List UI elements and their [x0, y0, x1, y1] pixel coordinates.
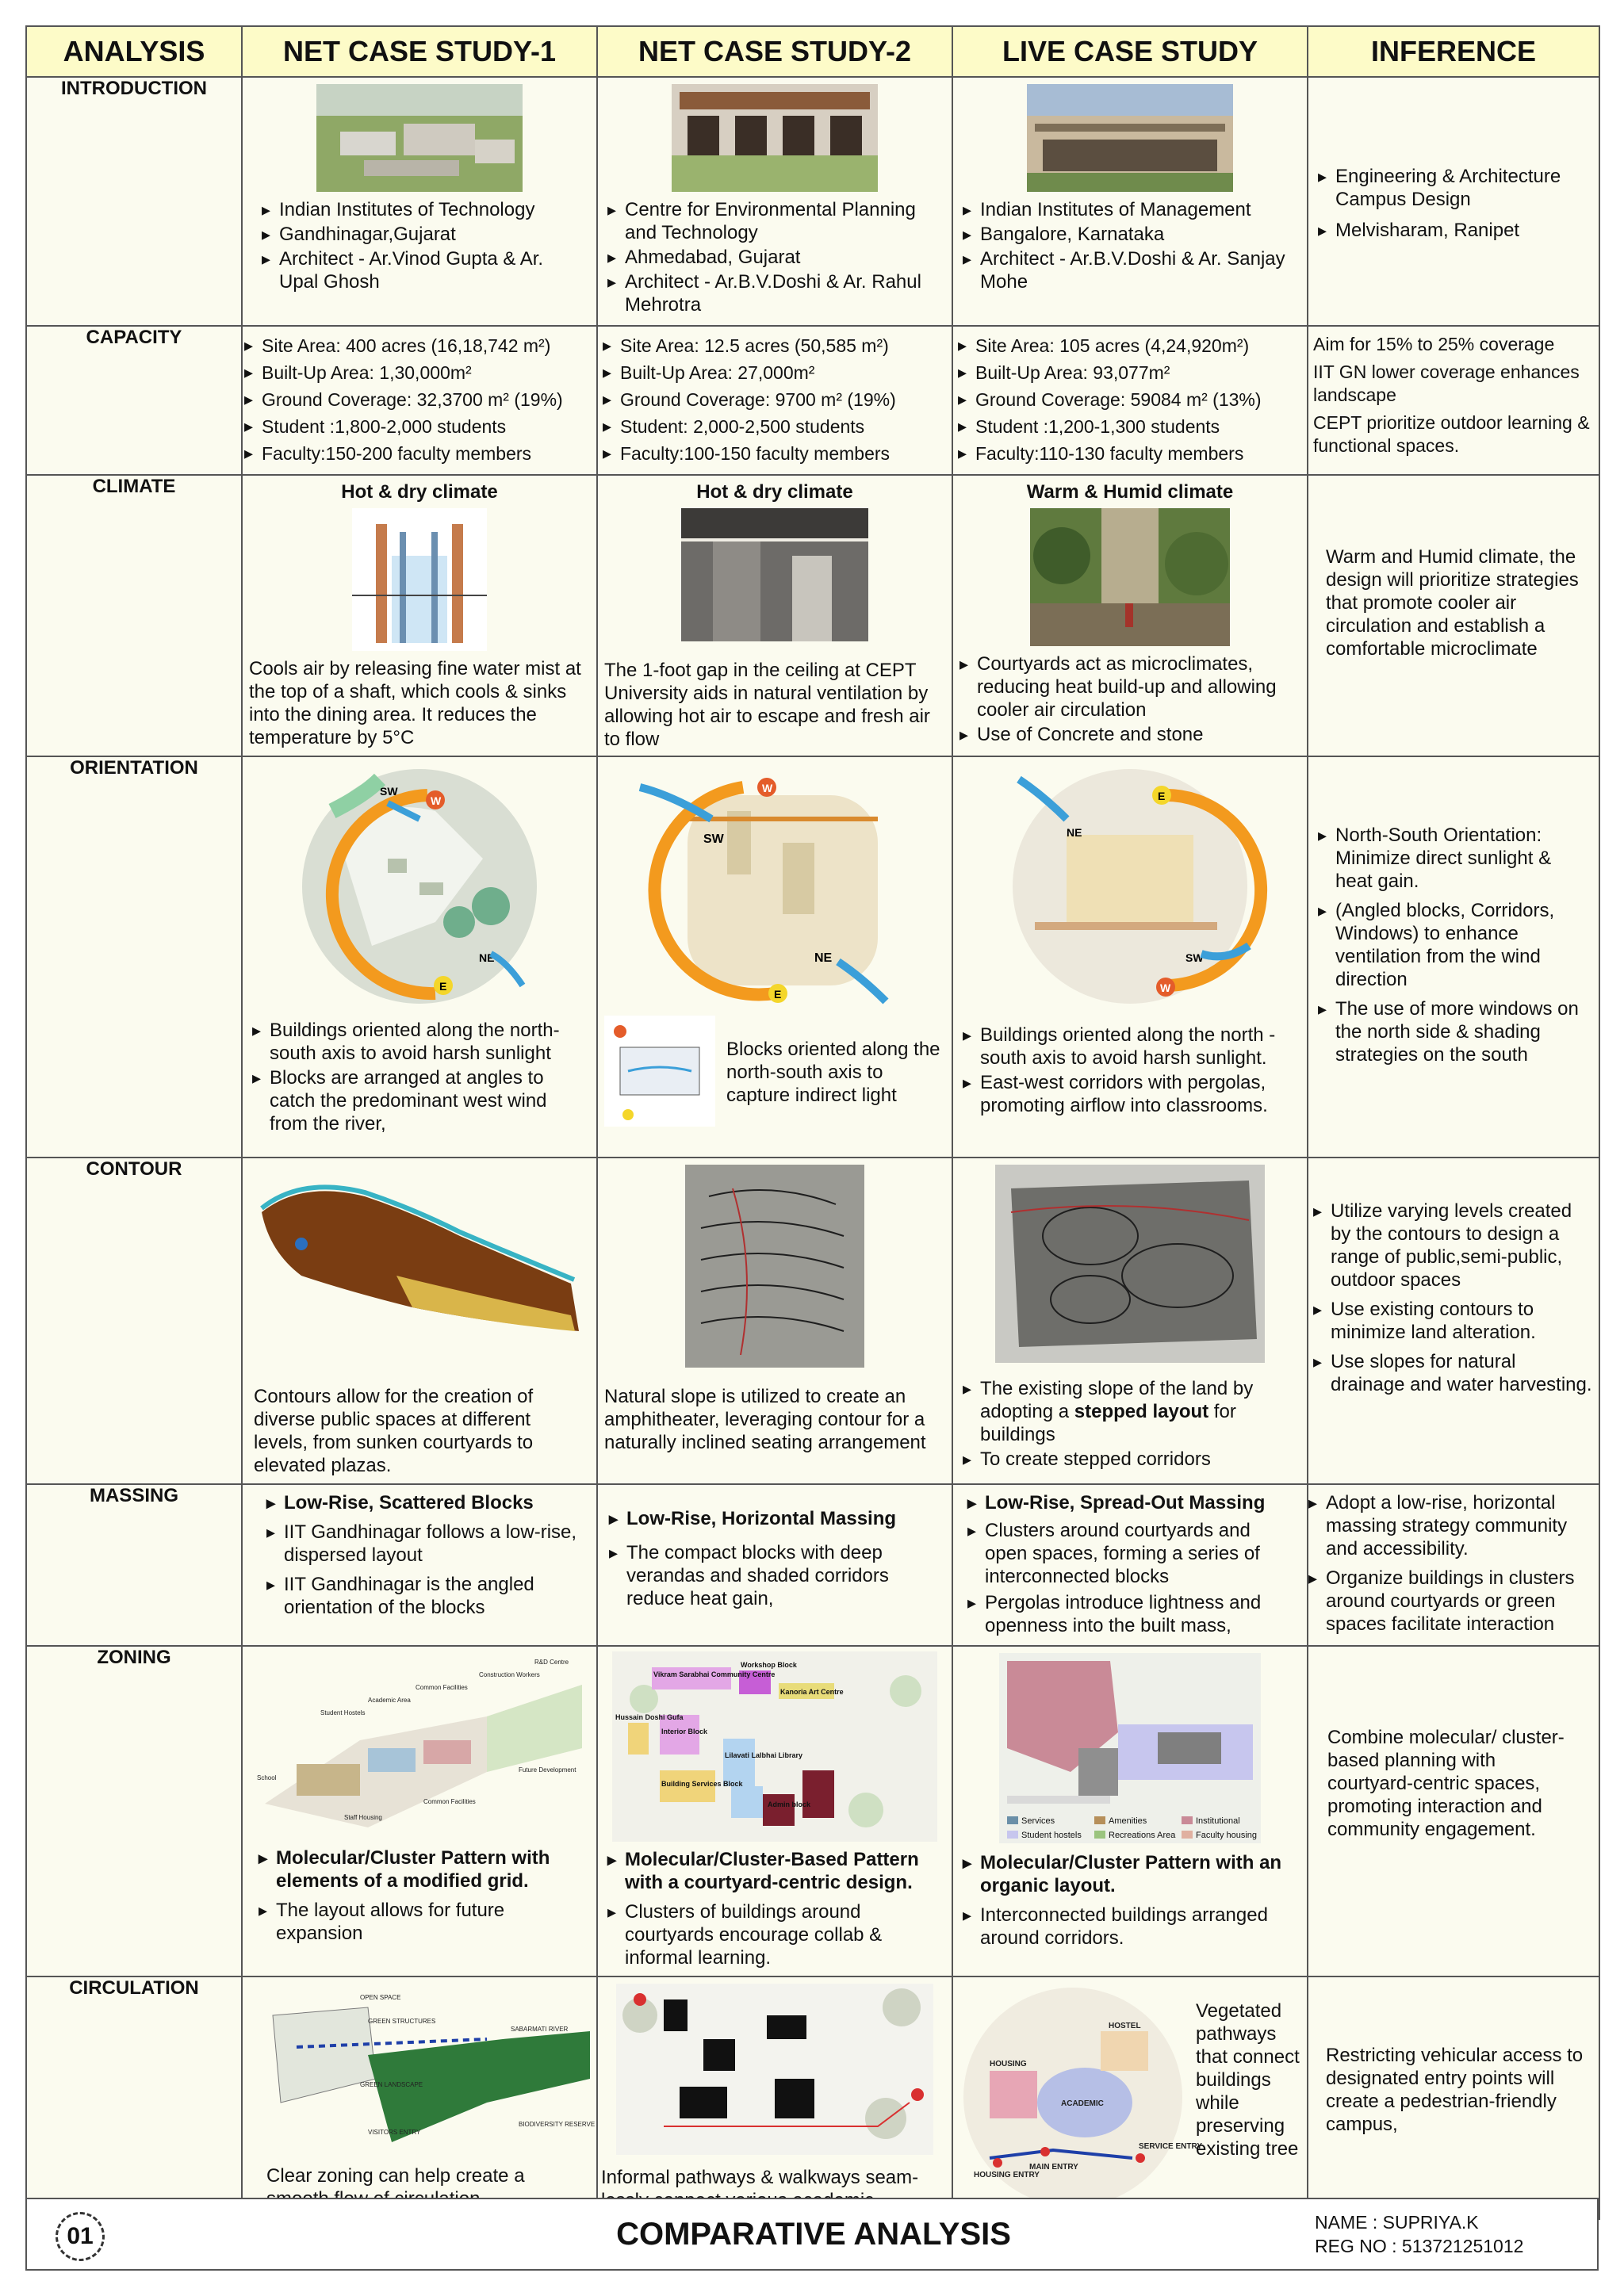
intro-3-item: ▸ Architect - Ar.B.V.Doshi & Ar. Sanjay Mohe	[963, 247, 1297, 293]
row-capacity	[26, 326, 1599, 475]
intro-1-item: ▸ Architect - Ar.Vinod Gupta & Ar. Upal Ghosh	[262, 247, 587, 293]
zoning-2-label: Admin block	[768, 1800, 811, 1808]
orientation-3-item: ▸ East-west corridors with pergolas, promoting airflow into classrooms.	[963, 1071, 1297, 1117]
header-live-case-study: LIVE CASE STUDY	[952, 26, 1308, 77]
capacity-1-item: ▸ Faculty:150-200 faculty members	[244, 441, 587, 466]
circulation-1-label: VISITORS ENTRY	[368, 2129, 421, 2136]
contour-1-text: Contours allow for the creation of diverse public spaces at different levels, from sunken courtyards to elevated plazas.	[254, 1386, 534, 1476]
orientation-inf-item: ▸ The use of more windows on the north side & shading strategies on the south	[1318, 997, 1589, 1066]
zoning-2-label: Hussain Doshi Gufa	[615, 1713, 684, 1721]
sun-w-label: W	[762, 782, 773, 794]
zoning-inference	[1308, 1646, 1599, 1976]
orientation-inference	[1308, 756, 1599, 1158]
contour-2-text: Natural slope is utilized to create an amphitheater, leveraging contour for a naturally inclined seating arrangement	[604, 1386, 926, 1453]
cept-contour-map	[685, 1165, 864, 1368]
massing-cell-3	[952, 1484, 1308, 1646]
contour-cell-3	[952, 1158, 1308, 1484]
row-zoning	[26, 1646, 1599, 1976]
zoning-3-legend: Student hostels	[1021, 1831, 1082, 1840]
massing-cell-2	[597, 1484, 952, 1646]
capacity-3-item: ▸ Faculty:110-130 faculty members	[958, 441, 1297, 466]
zoning-1-label: Common Facilities	[423, 1798, 476, 1805]
iit-campus-aerial-photo	[316, 84, 523, 192]
cept-sun-path-diagram	[624, 763, 925, 1009]
wind-ne-label: NE	[479, 951, 495, 964]
capacity-cell-1	[242, 326, 597, 475]
contour-3-text-c: for buildings	[980, 1401, 1236, 1445]
zoning-1-label: R&D Centre	[534, 1659, 569, 1666]
sun-e-label: E	[774, 988, 782, 1001]
climate-2-title: Hot & dry climate	[696, 481, 853, 503]
zoning-2-item: ▸ Clusters of buildings around courtyards encourage collab & informal learning.	[607, 1900, 942, 1969]
wind-sw-label: SW	[1185, 951, 1204, 964]
capacity-3-item: ▸ Ground Coverage: 59084 m² (13%)	[958, 387, 1297, 412]
massing-2-title: ▸ Low-Rise, Horizontal Massing	[609, 1507, 942, 1530]
capacity-2-item: ▸ Site Area: 12.5 acres (50,585 m²)	[603, 333, 942, 358]
massing-cell-1	[242, 1484, 597, 1646]
row-circulation	[26, 1976, 1599, 2219]
zoning-1-title: ▸ Molecular/Cluster Pattern with elements of a modified grid.	[259, 1846, 590, 1892]
zoning-2-label: Interior Block	[661, 1728, 708, 1735]
contour-3-text-b: stepped layout	[1074, 1401, 1209, 1422]
zoning-1-label: Staff Housing	[344, 1814, 382, 1821]
circulation-1-label: OPEN SPACE	[360, 1994, 401, 2001]
zoning-3-title: ▸ Molecular/Cluster Pattern with an organic layout.	[963, 1851, 1297, 1897]
sheet-title: COMPARATIVE ANALYSIS	[616, 2217, 1011, 2252]
circulation-inference	[1308, 1976, 1599, 2219]
circulation-cell-2	[597, 1976, 952, 2219]
cept-ceiling-gap-photo	[681, 508, 868, 641]
zoning-3-legend: Amenities	[1109, 1816, 1147, 1826]
contour-inf-item: ▸ Use existing contours to minimize land alteration.	[1313, 1298, 1594, 1344]
contour-inf-item: ▸ Use slopes for natural drainage and water harvesting.	[1313, 1350, 1594, 1396]
massing-1-title: ▸ Low-Rise, Scattered Blocks	[266, 1491, 580, 1514]
zoning-3-legend: Recreations Area	[1109, 1831, 1176, 1840]
capacity-2-item: ▸ Faculty:100-150 faculty members	[603, 441, 942, 466]
zoning-1-label: Academic Area	[368, 1697, 411, 1704]
mist-shaft-section-diagram	[352, 508, 487, 651]
row-label-climate: CLIMATE	[26, 475, 242, 756]
circulation-1-label: BIODIVERSITY RESERVE	[519, 2121, 596, 2128]
row-massing	[26, 1484, 1599, 1646]
intro-1-item: ▸ Indian Institutes of Technology	[262, 198, 587, 221]
capacity-cell-2	[597, 326, 952, 475]
intro-2-item: ▸ Centre for Environmental Planning and Technology	[607, 198, 942, 244]
iit-sun-path-diagram	[277, 763, 562, 1009]
capacity-1-item: ▸ Built-Up Area: 1,30,000m²	[244, 360, 587, 385]
intro-cell-3	[952, 77, 1308, 326]
orientation-1-item: ▸ Buildings oriented along the north-south axis to avoid harsh sunlight	[252, 1019, 587, 1065]
intro-3-item: ▸ Indian Institutes of Management	[963, 198, 1297, 221]
massing-3-item: ▸ Clusters around courtyards and open spaces, forming a series of interconnected blocks	[967, 1519, 1297, 1588]
intro-inference	[1308, 77, 1599, 326]
zoning-2-label: Kanoria Art Centre	[780, 1688, 844, 1696]
circulation-3-text: Vegetated pathways that connect buildings while preserving existing tree	[1196, 2000, 1300, 2160]
sun-w-label: W	[431, 794, 442, 807]
row-label-massing: MASSING	[26, 1484, 242, 1646]
orientation-inf-item: ▸ (Angled blocks, Corridors, Windows) to enhance ventilation from the wind direction	[1318, 899, 1589, 991]
climate-1-text: Cools air by releasing fine water mist at the top of a shaft, which cools & sinks into the dining area. It reduces the temperature by 5°C	[249, 658, 581, 748]
massing-3-title: ▸ Low-Rise, Spread-Out Massing	[967, 1491, 1297, 1514]
circulation-1-text: Clear zoning can help create a	[266, 2165, 525, 2187]
zoning-2-label: Workshop Block	[741, 1661, 797, 1669]
circulation-1-label: GREEN LANDSCAPE	[360, 2081, 423, 2088]
circulation-3-label: HOSTEL	[1109, 2022, 1141, 2030]
contour-3-text-a: The existing slope of the land by adopting a	[980, 1378, 1254, 1422]
row-label-capacity: CAPACITY	[26, 326, 242, 475]
massing-1-item: ▸ IIT Gandhinagar is the angled orientation of the blocks	[266, 1573, 580, 1619]
orientation-2-text: Blocks oriented along the north-south axis to capture indirect light	[726, 1039, 940, 1106]
analysis-table	[25, 25, 1600, 2220]
circulation-3-label: MAIN ENTRY	[1029, 2163, 1078, 2172]
iim-circulation-map	[958, 1984, 1203, 2210]
massing-3-item: ▸ Pergolas introduce lightness and openness into the built mass,	[967, 1591, 1297, 1637]
iim-building-photo	[1027, 84, 1233, 192]
zoning-2-label: Vikram Sarabhai Community Centre	[653, 1670, 776, 1678]
header-row	[26, 26, 1599, 77]
author-meta	[1315, 2210, 1523, 2258]
zoning-1-label: Common Facilities	[416, 1684, 468, 1691]
circulation-3-label: ACADEMIC	[1061, 2099, 1104, 2108]
capacity-3-item: ▸ Built-Up Area: 93,077m²	[958, 360, 1297, 385]
contour-cell-1	[242, 1158, 597, 1484]
contour-3-item	[963, 1377, 1297, 1446]
intro-cell-2	[597, 77, 952, 326]
climate-cell-1	[242, 475, 597, 756]
row-introduction	[26, 77, 1599, 326]
climate-3-item: ▸ Courtyards act as microclimates, reducing heat build-up and allowing cooler air circulation	[959, 652, 1300, 721]
orientation-cell-3	[952, 756, 1308, 1158]
iim-courtyard-photo	[1030, 508, 1230, 646]
intro-inf-item: ▸ Melvisharam, Ranipet	[1318, 219, 1589, 242]
iit-circulation-map	[249, 1984, 596, 2152]
capacity-2-item: ▸ Ground Coverage: 9700 m² (19%)	[603, 387, 942, 412]
zoning-1-label: Construction Workers	[479, 1671, 540, 1678]
circulation-3-label: HOUSING	[990, 2060, 1027, 2068]
circulation-3-label: SERVICE ENTRY	[1139, 2142, 1203, 2151]
zoning-1-label: Student Hostels	[320, 1709, 366, 1716]
massing-inf-item: ▸ Organize buildings in clusters around courtyards or green spaces facilitate interaction	[1308, 1567, 1595, 1636]
massing-inf-item: ▸ Adopt a low-rise, horizontal massing strategy community and accessibility.	[1308, 1491, 1595, 1560]
climate-inference	[1308, 475, 1599, 756]
zoning-3-legend: Institutional	[1196, 1816, 1240, 1826]
row-label-orientation: ORIENTATION	[26, 756, 242, 1158]
sun-e-label: E	[439, 980, 447, 993]
comparative-analysis-sheet	[25, 25, 1599, 2272]
contour-inference	[1308, 1158, 1599, 1484]
iit-zoning-map	[249, 1653, 590, 1839]
row-climate	[26, 475, 1599, 756]
intro-cell-1	[242, 77, 597, 326]
contour-3-item: ▸ To create stepped corridors	[963, 1448, 1297, 1471]
zoning-1-label: School	[257, 1774, 277, 1781]
sun-e-label: E	[1158, 790, 1166, 802]
zoning-1-label: Future Development	[519, 1766, 576, 1774]
massing-inference	[1308, 1484, 1599, 1646]
page-number-badge: 01	[56, 2212, 105, 2261]
climate-cell-3	[952, 475, 1308, 756]
orientation-cell-2	[597, 756, 952, 1158]
intro-3-item: ▸ Bangalore, Karnataka	[963, 223, 1297, 246]
circulation-2-text: Informal pathways & walkways seam-	[601, 2167, 919, 2188]
row-label-contour: CONTOUR	[26, 1158, 242, 1484]
climate-2-text: The 1-foot gap in the ceiling at CEPT University aids in natural ventilation by allowing hot air to escape and fresh air to flow	[604, 660, 930, 750]
wind-ne-label: NE	[1067, 826, 1082, 839]
wind-sw-label: SW	[380, 785, 398, 798]
zoning-2-title: ▸ Molecular/Cluster-Based Pattern with a courtyard-centric design.	[607, 1848, 942, 1894]
row-label-circulation: CIRCULATION	[26, 1976, 242, 2219]
climate-inf-text: Warm and Humid climate, the design will prioritize strategies that promote cooler air circulation and establish a comfortable microclimate	[1326, 546, 1579, 660]
massing-2-item: ▸ The compact blocks with deep verandas and shaded corridors reduce heat gain,	[609, 1541, 942, 1610]
intro-inf-item: ▸ Engineering & Architecture Campus Design	[1318, 165, 1589, 211]
capacity-cell-3	[952, 326, 1308, 475]
zoning-2-label: Building Services Block	[661, 1780, 743, 1788]
row-contour	[26, 1158, 1599, 1484]
capacity-inference	[1308, 326, 1599, 475]
capacity-inf-line: CEPT prioritize outdoor learning & functional spaces.	[1313, 412, 1590, 456]
row-label-zoning: ZONING	[26, 1646, 242, 1976]
contour-inf-item: ▸ Utilize varying levels created by the contours to design a range of public,semi-public, outdoor spaces	[1313, 1200, 1594, 1292]
circulation-1-label: GREEN STRUCTURES	[368, 2018, 436, 2025]
zoning-2-label: Lilavati Lalbhai Library	[725, 1751, 803, 1759]
orientation-1-item: ▸ Blocks are arranged at angles to catch the predominant west wind from the river,	[252, 1066, 587, 1135]
intro-1-item: ▸ Gandhinagar,Gujarat	[262, 223, 587, 246]
header-net-case-study-1: NET CASE STUDY-1	[242, 26, 597, 77]
iit-contour-map	[254, 1165, 587, 1355]
capacity-1-item: ▸ Site Area: 400 acres (16,18,742 m²)	[244, 333, 587, 358]
zoning-cell-2	[597, 1646, 952, 1976]
iim-zoning-map	[999, 1653, 1261, 1843]
circulation-inf-text: Restricting vehicular access to designated entry points will create a pedestrian-friendly campus,	[1326, 2045, 1584, 2135]
orientation-3-item: ▸ Buildings oriented along the north -south axis to avoid harsh sunlight.	[963, 1024, 1297, 1070]
cept-circulation-map	[616, 1984, 933, 2155]
cept-building-photo	[672, 84, 878, 192]
capacity-1-item: ▸ Student :1,800-2,000 students	[244, 414, 587, 439]
circulation-3-label: HOUSING ENTRY	[974, 2171, 1040, 2179]
massing-1-item: ▸ IIT Gandhinagar follows a low-rise, dispersed layout	[266, 1521, 580, 1567]
orientation-cell-1	[242, 756, 597, 1158]
row-orientation	[26, 756, 1599, 1158]
climate-cell-2	[597, 475, 952, 756]
orientation-inf-item: ▸ North-South Orientation: Minimize direct sunlight & heat gain.	[1318, 824, 1589, 893]
capacity-inf-line: IIT GN lower coverage enhances landscape	[1313, 362, 1580, 405]
zoning-inf-text: Combine molecular/ cluster-based planning with courtyard-centric spaces, promoting interaction and community engagement.	[1327, 1727, 1565, 1840]
header-analysis: ANALYSIS	[26, 26, 242, 77]
circulation-1-label: SABARMATI RIVER	[511, 2026, 569, 2033]
wind-sw-label: SW	[703, 832, 724, 846]
iim-sun-path-diagram	[987, 763, 1273, 1009]
sun-icon	[622, 1109, 634, 1120]
climate-1-title: Hot & dry climate	[341, 481, 498, 503]
circulation-cell-1	[242, 1976, 597, 2219]
footer-bar	[25, 2198, 1599, 2271]
zoning-cell-3	[952, 1646, 1308, 1976]
capacity-2-item: ▸ Student: 2,000-2,500 students	[603, 414, 942, 439]
capacity-1-item: ▸ Ground Coverage: 32,3700 m² (19%)	[244, 387, 587, 412]
indirect-light-section-diagram	[604, 1016, 715, 1127]
climate-3-title: Warm & Humid climate	[1026, 481, 1234, 503]
zoning-1-item: ▸ The layout allows for future expansion	[259, 1899, 590, 1945]
zoning-3-item: ▸ Interconnected buildings arranged around corridors.	[963, 1904, 1297, 1950]
zoning-3-legend: Services	[1021, 1816, 1055, 1826]
intro-2-item: ▸ Ahmedabad, Gujarat	[607, 246, 942, 269]
author-reg-no: REG NO : 513721251012	[1315, 2236, 1524, 2256]
intro-2-item: ▸ Architect - Ar.B.V.Doshi & Ar. Rahul Mehrotra	[607, 270, 942, 316]
iim-contour-map	[995, 1165, 1265, 1363]
sun-w-label: W	[1160, 982, 1171, 994]
capacity-3-item: ▸ Student :1,200-1,300 students	[958, 414, 1297, 439]
capacity-3-item: ▸ Site Area: 105 acres (4,24,920m²)	[958, 333, 1297, 358]
climate-3-item: ▸ Use of Concrete and stone	[959, 723, 1300, 746]
row-label-introduction: INTRODUCTION	[26, 77, 242, 326]
header-net-case-study-2: NET CASE STUDY-2	[597, 26, 952, 77]
header-inference: INFERENCE	[1308, 26, 1599, 77]
cept-zoning-map	[612, 1651, 937, 1842]
zoning-3-legend: Faculty housing	[1196, 1831, 1258, 1840]
sun-icon	[614, 1025, 626, 1038]
zoning-cell-1	[242, 1646, 597, 1976]
circulation-cell-3	[952, 1976, 1308, 2219]
author-name: NAME : SUPRIYA.K	[1315, 2212, 1479, 2233]
wind-ne-label: NE	[814, 951, 833, 965]
contour-cell-2	[597, 1158, 952, 1484]
capacity-2-item: ▸ Built-Up Area: 27,000m²	[603, 360, 942, 385]
capacity-inf-line: Aim for 15% to 25% coverage	[1313, 334, 1555, 354]
